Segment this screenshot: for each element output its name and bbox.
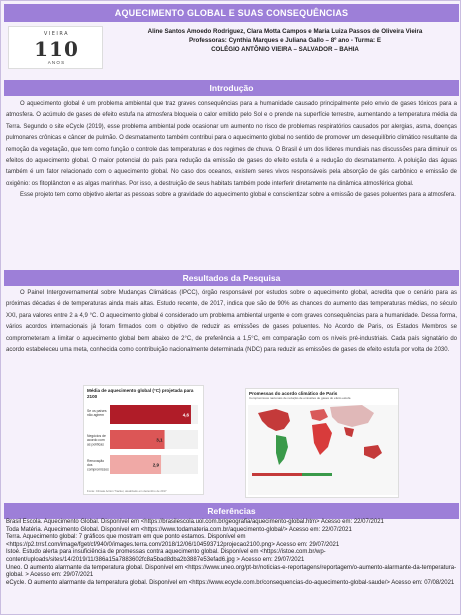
teachers-line: Professoras: Cynthia Marques e Juliana Gallo – 8º ano - Turma: E: [189, 37, 381, 44]
results-paragraph: O Painel Intergovernamental sobre Mudanças Climáticas (IPCC), órgão responsável por estudos sobre o aquecimento global, acredita que o cenário para as próximas décadas é de temperaturas ainda mais altas. Estudo recente, de 2017, indica que são de 90% as chances do aumento das temperaturas médias, no século XXI, para valores entre 2 a 4,9 °C. O aquecimento global é considerado um problema ambiental urgente e com graves consequências para a humanidade. Dessa forma, vários acordos internacionais já foram firmados com o objetivo de reduzir as emissões de gases poluentes. No Acordo de Paris, os Estados Membros se comprometeram a limitar o aquecimento global bem abaixo de 2°C, de preferência a 1,5°C, em comparação com os níveis pré-industriais. Cada país signatário do acordo estabeleceu uma meta, conhecida como contribuição nacionalmente determinada (NDC) para reduzir as emissões de gases de efeito estufa por volta de 2030.: [6, 290, 457, 354]
map-legend-bar: [302, 473, 332, 476]
references-heading: Referências: [4, 503, 459, 519]
map-legend-bar: [252, 473, 302, 476]
authors-line: Aline Santos Amoedo Rodriguez, Clara Motta Campos e Maria Luiza Passos de Oliveira Vieira: [147, 28, 423, 35]
logo-top-text: VIEIRA: [43, 31, 70, 37]
logo-bottom-text: ANOS: [47, 60, 66, 65]
intro-paragraph: O aquecimento global é um problema ambiental que traz graves consequências para a humanidade causado principalmente pelo envio de gases tóxicos para a atmosfera. O acúmulo de gases de efeito estufa na atmosfera bloqueia o calor emitido pelo Sol e o prende na superfície terrestre, aumentando a temperatura média da Terra. Segundo o site eCycle (2019), esse problema ambiental pode ocasionar um aumento no risco de problemas respiratórios causados por alergias, asma, doenças pulmonares crônicas e câncer de pulmão. O desmatamento também contribui para o aquecimento global no sentido de promover um desequilíbrio climático resultante da remoção da vegetação, que tem como função o controle das temperaturas e dos regimes de chuva. O Brasil é um dos líderes mundiais nas discussões para diminuir os efeitos do aquecimento global. O maior potencial do país para redução da emissão de gases do efeito estufa é a redução do desmatamento. A poluição das águas também é um fator relacionado com o aquecimento global. No caso dos oceanos, existem seres vivos responsáveis pela absorção de gás carbônico e emissão de oxigênio: os fitoplâncton e as algas marinhas. Por isso, a destruição de seus habitats também pode interferir diretamente na dinâmica atmosférica global.: [6, 101, 457, 187]
value-label: 3,1: [156, 437, 163, 443]
bar: [110, 405, 191, 424]
school-logo: [8, 26, 103, 69]
poster-title: AQUECIMENTO GLOBAL E SUAS CONSEQUÊNCIAS: [4, 4, 459, 22]
references-list: [6, 519, 457, 587]
logo-number: 110: [34, 37, 79, 61]
reference-item: Istoé. Estudo alerta para insuficiência de promessas contra aquecimento global. Disponível em <https://istoe.com.br/wp-content/uploads/sites/14/2019/11/386a15a7883602fc8a5bad8dba2b3887e53efad6.jpg > Acesso em: 29/07/2021: [6, 549, 326, 563]
paris-map-figure: [245, 388, 399, 498]
category-label: Renovação dos compromissos: [87, 459, 109, 472]
reference-item: Brasil Escola. Aquecimento Global. Disponível em <https://brasilescola.uol.com.br/geografia/aquecimento-global.htm> Acesso em: 22/07/2021: [6, 519, 384, 525]
reference-item: eCycle. O aumento alarmante da temperatura global. Disponível em <https://www.ecycle.com.br/consequencias-do-aquecimento-global-saude/> Acesso em: 07/08/2021: [6, 579, 455, 586]
chart-title: Média de aquecimento global (°C) projetada para 2100: [87, 388, 194, 399]
results-text: [6, 288, 457, 356]
value-label: 2,9: [152, 462, 160, 468]
world-map: [246, 389, 400, 499]
authors-block: [113, 27, 457, 54]
results-heading: Resultados da Pesquisa: [4, 270, 459, 286]
reference-item: Toda Matéria. Aquecimento Global. Disponível em <https://www.todamateria.com.br/aquecimento-global/> Acesso em: 22/07/2021: [6, 526, 352, 533]
reference-item: Uneo. O aumento alarmante da temperatura global. Disponível em <https://www.uneo.org/pt-br/noticias-e-reportagens/reportagem/o-aumento-alarmante-da-temperatura-global. > Acesso em: 29/07/2021: [6, 564, 457, 579]
projection-chart: [83, 385, 204, 495]
school-line: COLÉGIO ANTÔNIO VIEIRA – SALVADOR – BAHIA: [211, 46, 359, 53]
map-title: Promessas do acordo climático de Paris: [249, 391, 338, 396]
category-label: Se os países não agirem: [87, 409, 107, 418]
reference-item: Terra. Aquecimento global: 7 gráficos que mostram em que ponto estamos. Disponível em <https://p2.trrsf.com/image/fget/cf/940/0/images.terra.com/2018/12/06/104593712projecao2100.png> Acesso em: 29/07/2021: [6, 534, 340, 548]
bar-chart-svg: [84, 386, 205, 496]
map-subtitle: Compromissos nacionais de redução de emissões de gases do efeito estufa: [249, 396, 351, 400]
chart-source: Fonte: Climate Action Tracker, atualizado em dezembro de 2017: [87, 489, 167, 493]
category-label: Negócios de acordo com as políticas: [87, 434, 106, 447]
intro-text: [6, 99, 457, 202]
intro-paragraph: Esse projeto tem como objetivo alertar as pessoas sobre a gravidade do aquecimento global e conscientizar sobre a emissão de gases poluentes para a atmosfera.: [20, 192, 456, 199]
value-label: 4,6: [182, 412, 189, 418]
intro-heading: Introdução: [4, 80, 459, 96]
